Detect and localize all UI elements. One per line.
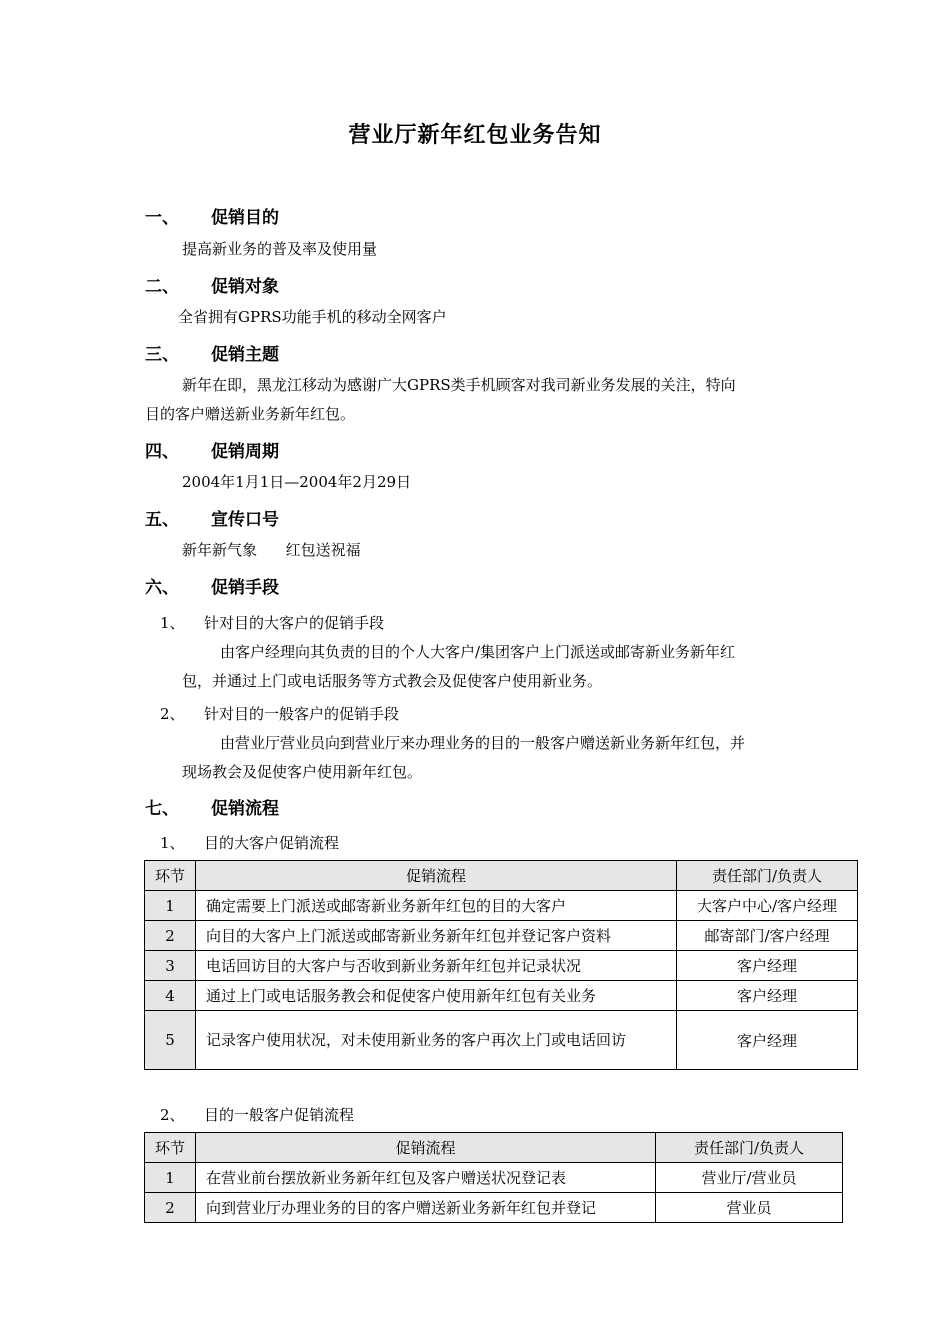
section-heading-period (145, 437, 279, 462)
flow-general-table (144, 1132, 843, 1223)
header-process: 促销流程 (196, 861, 677, 891)
step-number: 3 (145, 951, 196, 981)
step-number: 2 (145, 921, 196, 951)
item-label: 目的大客户促销流程 (204, 834, 340, 852)
slogan-text: 新年新气象 红包送祝福 (182, 541, 361, 559)
header-owner: 责任部门/负责人 (677, 861, 858, 891)
theme-text-line1: 新年在即，黑龙江移动为感谢广大GPRS类手机顾客对我司新业务发展的关注，特向 (182, 376, 736, 394)
header-process: 促销流程 (196, 1133, 656, 1163)
table-row (145, 981, 858, 1011)
section-number: 五、 (145, 510, 179, 530)
header-owner: 责任部门/负责人 (656, 1133, 843, 1163)
means-general-line2: 现场教会及促使客户使用新年红包。 (182, 763, 423, 781)
section-number: 六、 (145, 578, 179, 598)
section-heading-means (145, 573, 279, 598)
section-heading-theme (145, 340, 279, 365)
theme-text-line2: 目的客户赠送新业务新年红包。 (145, 405, 356, 423)
document-title: 营业厅新年红包业务告知 (348, 123, 602, 148)
section-label: 宣传口号 (211, 510, 279, 530)
step-number: 1 (145, 1163, 196, 1193)
process-cell: 向目的大客户上门派送或邮寄新业务新年红包并登记客户资料 (196, 921, 677, 951)
process-cell: 电话回访目的大客户与否收到新业务新年红包并记录状况 (196, 951, 677, 981)
table-row (145, 921, 858, 951)
flow-vip-table (144, 860, 858, 1070)
section-number: 二、 (145, 277, 179, 297)
section-number: 三、 (145, 345, 179, 365)
means-item-general (160, 703, 399, 724)
table-row (145, 1193, 843, 1223)
item-label: 针对目的一般客户的促销手段 (204, 705, 400, 723)
table-row (145, 1163, 843, 1193)
process-cell: 记录客户使用状况，对未使用新业务的客户再次上门或电话回访 (196, 1011, 677, 1070)
owner-cell: 邮寄部门/客户经理 (677, 921, 858, 951)
owner-cell: 营业员 (656, 1193, 843, 1223)
section-heading-target (145, 272, 279, 297)
section-label: 促销目的 (211, 208, 279, 228)
section-label: 促销流程 (211, 799, 279, 819)
process-cell: 在营业前台摆放新业务新年红包及客户赠送状况登记表 (196, 1163, 656, 1193)
section-heading-slogan (145, 505, 279, 530)
table-row (145, 951, 858, 981)
owner-cell: 营业厅/营业员 (656, 1163, 843, 1193)
item-number: 2、 (160, 705, 185, 723)
owner-cell: 大客户中心/客户经理 (677, 891, 858, 921)
table-header-row (145, 1133, 843, 1163)
section-number: 七、 (145, 799, 179, 819)
means-item-vip (160, 612, 384, 633)
item-number: 1、 (160, 614, 185, 632)
means-general-line1: 由营业厅营业员向到营业厅来办理业务的目的一般客户赠送新业务新年红包，并 (220, 734, 746, 752)
flow-vip-caption (160, 832, 339, 853)
purpose-text: 提高新业务的普及率及使用量 (182, 240, 378, 258)
means-vip-line1: 由客户经理向其负责的目的个人大客户/集团客户上门派送或邮寄新业务新年红 (220, 643, 736, 661)
table-header-row (145, 861, 858, 891)
table-row (145, 891, 858, 921)
section-label: 促销对象 (211, 277, 279, 297)
header-step: 环节 (145, 1133, 196, 1163)
table-row (145, 1011, 858, 1070)
item-number: 2、 (160, 1106, 185, 1124)
section-label: 促销手段 (211, 578, 279, 598)
section-heading-purpose (145, 203, 279, 228)
owner-cell: 客户经理 (677, 981, 858, 1011)
item-number: 1、 (160, 834, 185, 852)
item-label: 针对目的大客户的促销手段 (204, 614, 385, 632)
section-label: 促销周期 (211, 442, 279, 462)
owner-cell: 客户经理 (677, 951, 858, 981)
section-heading-flow (145, 794, 279, 819)
owner-cell: 客户经理 (677, 1011, 858, 1070)
section-number: 四、 (145, 442, 179, 462)
section-number: 一、 (145, 208, 179, 228)
section-label: 促销主题 (211, 345, 279, 365)
process-cell: 确定需要上门派送或邮寄新业务新年红包的目的大客户 (196, 891, 677, 921)
header-step: 环节 (145, 861, 196, 891)
step-number: 1 (145, 891, 196, 921)
item-label: 目的一般客户促销流程 (204, 1106, 355, 1124)
process-cell: 向到营业厅办理业务的目的客户赠送新业务新年红包并登记 (196, 1193, 656, 1223)
period-text: 2004年1月1日—2004年2月29日 (182, 473, 412, 491)
target-text: 全省拥有GPRS功能手机的移动全网客户 (178, 308, 447, 326)
step-number: 2 (145, 1193, 196, 1223)
process-cell: 通过上门或电话服务教会和促使客户使用新年红包有关业务 (196, 981, 677, 1011)
step-number: 4 (145, 981, 196, 1011)
step-number: 5 (145, 1011, 196, 1070)
means-vip-line2: 包，并通过上门或电话服务等方式教会及促使客户使用新业务。 (182, 672, 603, 690)
flow-general-caption (160, 1104, 354, 1125)
